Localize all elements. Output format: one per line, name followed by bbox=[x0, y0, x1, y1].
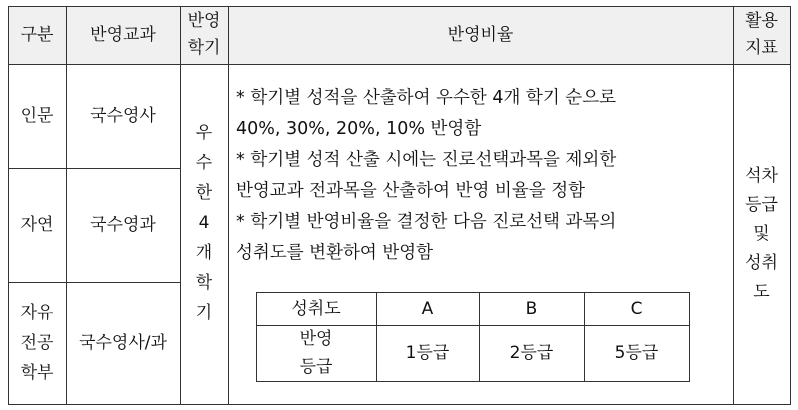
achievement-row-label bbox=[256, 325, 376, 381]
semester-char-6: 학 bbox=[195, 273, 213, 293]
semester-char-7: 기 bbox=[195, 303, 213, 323]
ratio-line-3: * 학기별 성적 산출 시에는 진로선택과목을 제외한 bbox=[236, 150, 617, 170]
row-science-category: 자연 bbox=[20, 214, 54, 235]
achievement-header-a: A bbox=[421, 298, 434, 319]
header-semester-line-2: 학기 bbox=[187, 38, 221, 58]
achievement-table bbox=[256, 292, 690, 382]
ratio-line-5: * 학기별 반영비율을 결정한 다음 진로선택 과목의 bbox=[236, 212, 617, 232]
semester-char-4: 4 bbox=[198, 213, 210, 233]
ratio-description bbox=[236, 83, 726, 269]
inner-border-bottom bbox=[256, 381, 690, 382]
semester-cell bbox=[180, 118, 228, 348]
usage-line-4: 성취 bbox=[745, 252, 778, 273]
border-bottom bbox=[8, 404, 791, 405]
border-col3 bbox=[228, 6, 229, 405]
achievement-row-label-line-1: 반영 bbox=[299, 329, 333, 349]
row-science-subjects: 국수영과 bbox=[90, 214, 156, 235]
header-usage-line-1: 활용 bbox=[745, 11, 778, 31]
usage-cell bbox=[733, 64, 790, 404]
row-liberal-category-line-1: 자유 bbox=[20, 303, 54, 323]
usage-line-1: 석차 bbox=[745, 165, 778, 186]
header-ratio: 반영비율 bbox=[447, 24, 514, 45]
achievement-value-a: 1등급 bbox=[405, 343, 450, 363]
row-liberal-category-line-3: 학부 bbox=[20, 363, 54, 383]
semester-char-2: 수 bbox=[195, 153, 213, 173]
inner-border-right bbox=[689, 292, 690, 382]
achievement-header-b: B bbox=[525, 298, 538, 319]
header-subjects: 반영교과 bbox=[90, 24, 156, 45]
achievement-header-c: C bbox=[630, 298, 643, 319]
ratio-line-1: * 학기별 성적을 산출하여 우수한 4개 학기 순으로 bbox=[236, 88, 617, 108]
header-semester bbox=[180, 6, 228, 64]
achievement-header-label: 성취도 bbox=[291, 298, 341, 319]
achievement-row-label-line-2: 등급 bbox=[299, 357, 333, 377]
usage-line-2: 등급 bbox=[745, 194, 778, 215]
header-semester-line-1: 반영 bbox=[187, 11, 221, 31]
achievement-value-b: 2등급 bbox=[509, 343, 554, 363]
ratio-line-6: 성취도를 변환하여 반영함 bbox=[236, 243, 434, 263]
row-liberal-category-line-2: 전공 bbox=[20, 333, 54, 353]
row-humanities-category: 인문 bbox=[20, 105, 54, 126]
semester-char-1: 우 bbox=[195, 123, 213, 143]
ratio-line-4: 반영교과 전과목을 산출하여 반영 비율을 정함 bbox=[236, 181, 586, 201]
border-right bbox=[790, 6, 791, 405]
header-category: 구분 bbox=[20, 24, 54, 45]
row-liberal-category bbox=[8, 282, 66, 404]
semester-char-5: 개 bbox=[195, 243, 213, 263]
usage-line-5: 도 bbox=[753, 281, 770, 302]
row-humanities-subjects: 국수영사 bbox=[90, 105, 156, 126]
semester-char-3: 한 bbox=[195, 183, 213, 203]
ratio-line-2: 40%, 30%, 20%, 10% 반영함 bbox=[236, 119, 482, 139]
header-usage bbox=[733, 6, 790, 64]
usage-line-3: 및 bbox=[753, 223, 770, 244]
header-usage-line-2: 지표 bbox=[745, 38, 778, 58]
achievement-value-c: 5등급 bbox=[614, 343, 659, 363]
row-liberal-subjects: 국수영사/과 bbox=[79, 332, 167, 353]
